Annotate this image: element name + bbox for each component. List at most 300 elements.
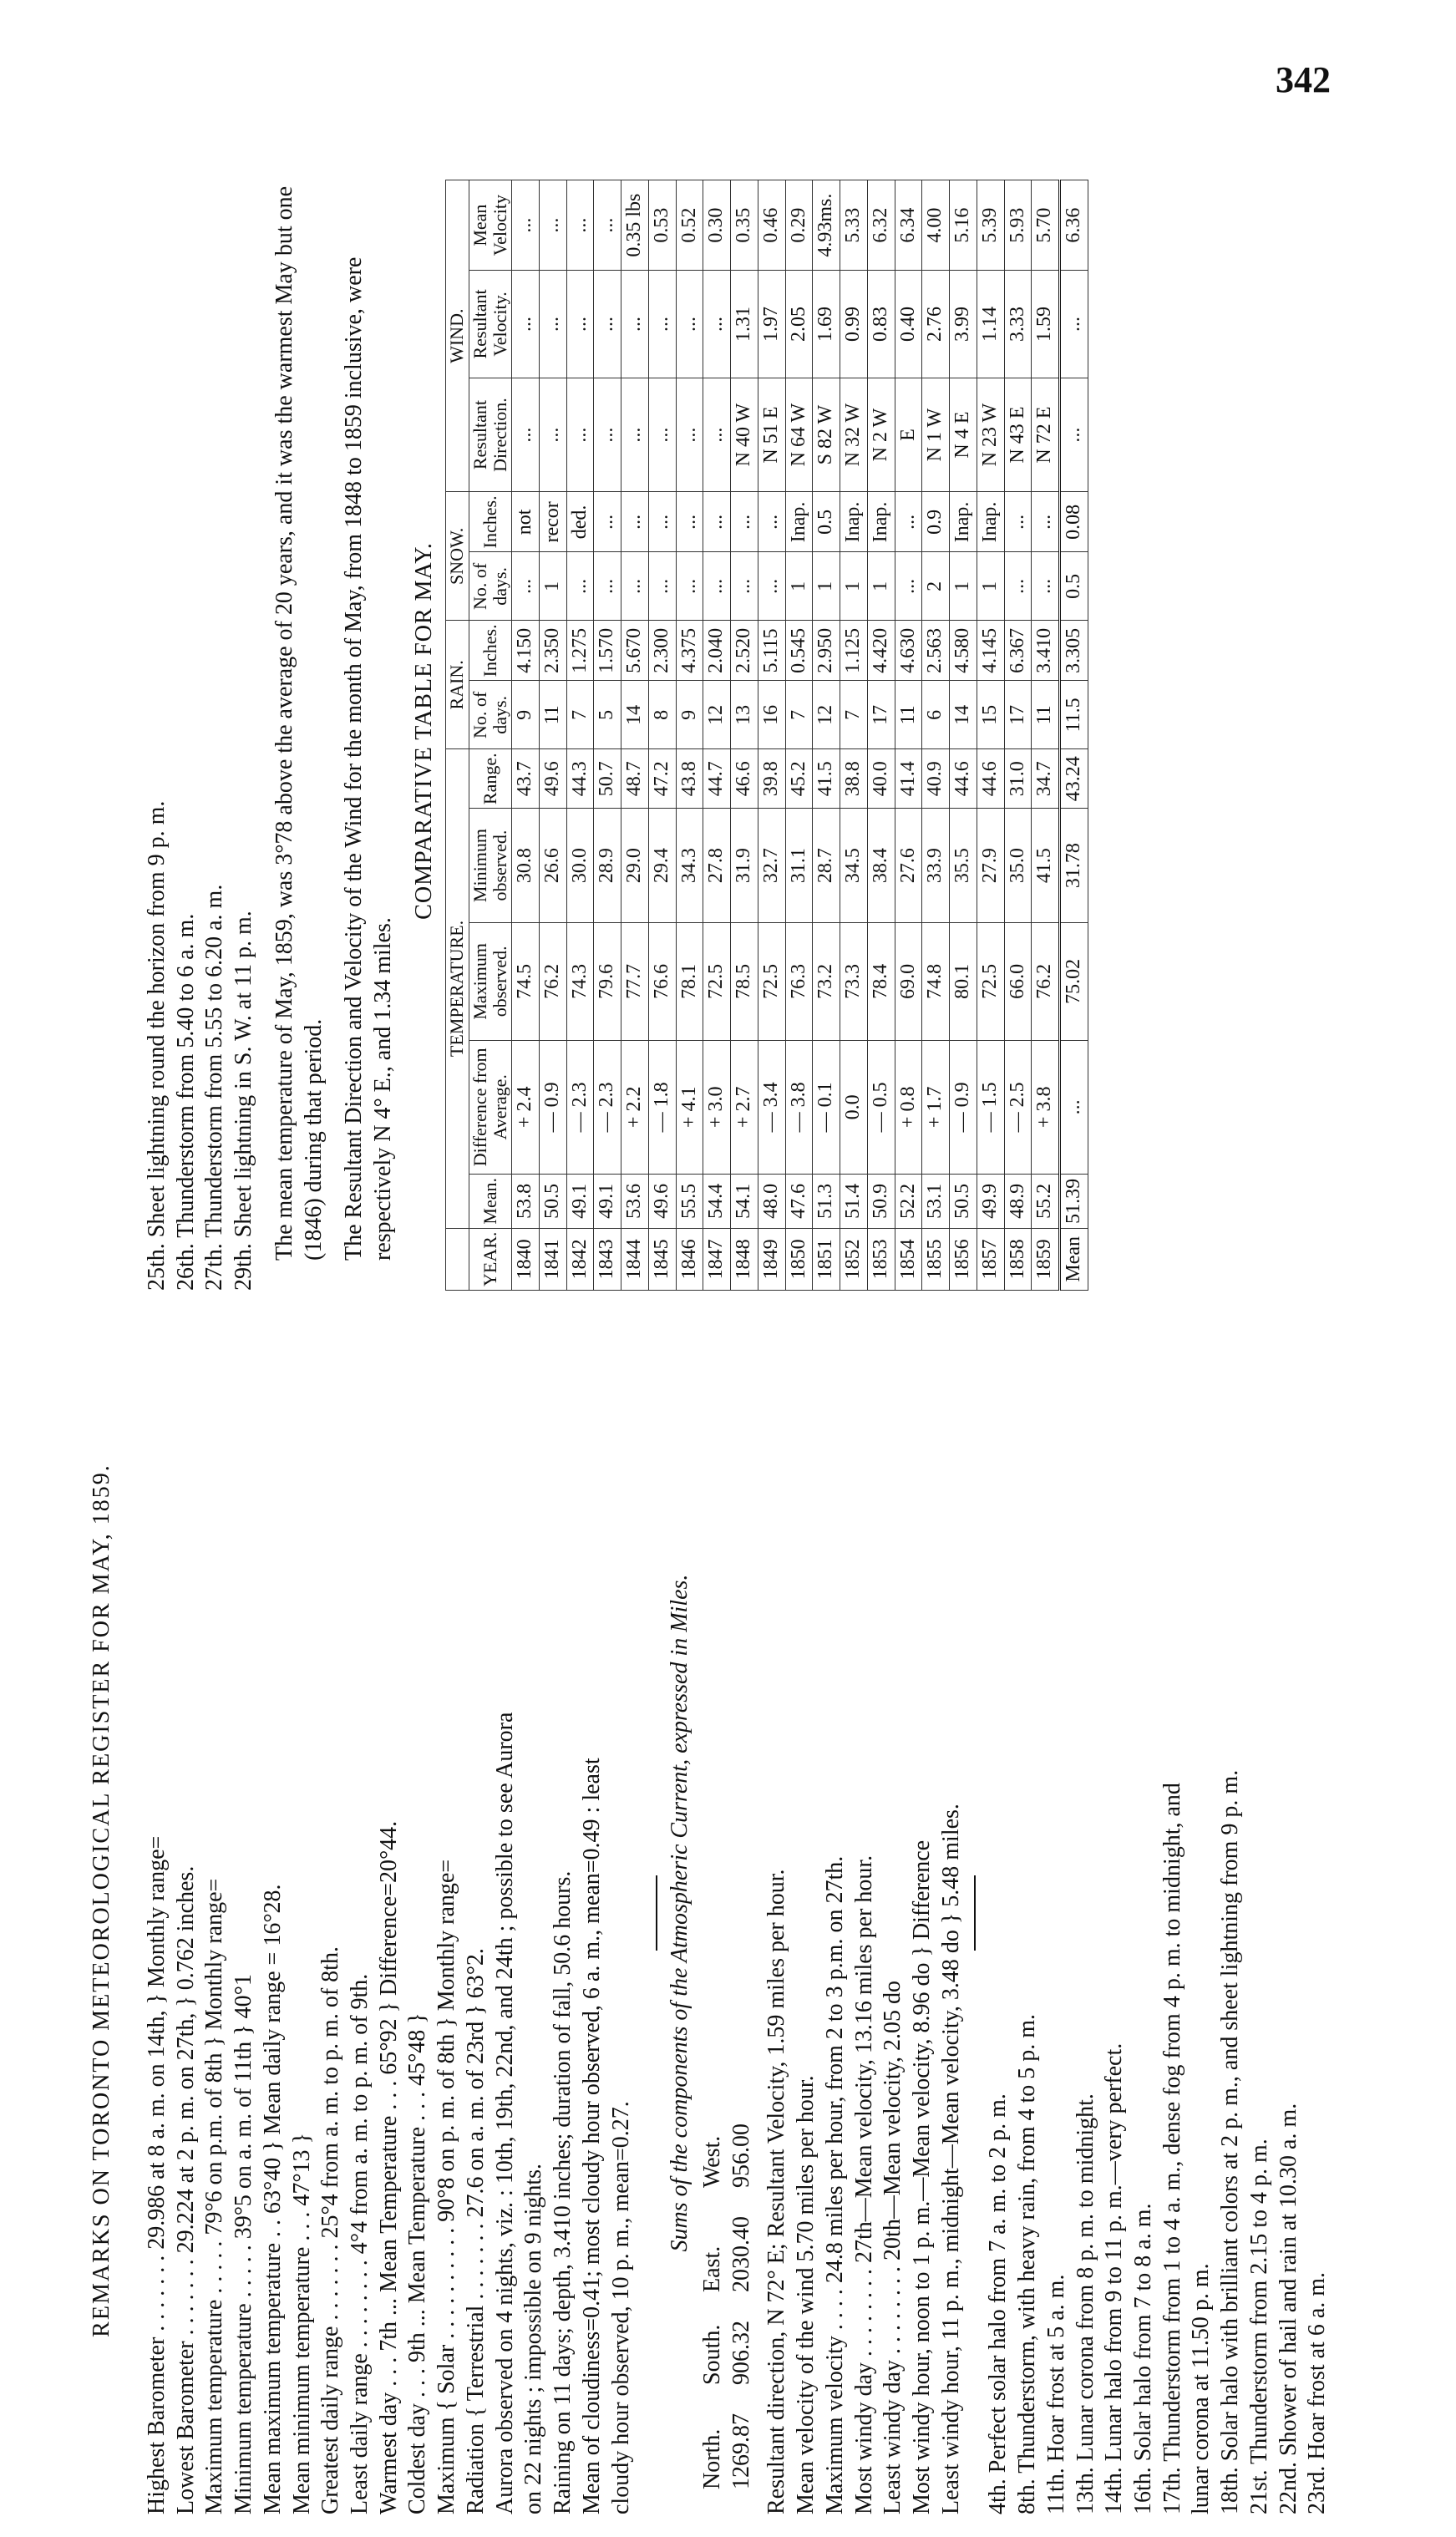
table-cell: 43.7 [512, 749, 540, 809]
event-line: 14th. Lunar halo from 9 to 11 p. m.—very perfect. [1101, 2042, 1128, 2514]
table-row [594, 180, 621, 1291]
table-cell: 0.5 [813, 492, 840, 552]
table-cell: N 23 W [977, 378, 1004, 492]
table-cell: ... [539, 378, 566, 492]
table-cell: 53.1 [922, 1175, 950, 1229]
table-cell: 5.70 [1032, 180, 1060, 271]
sums-value-cell: 1269.87 [728, 2413, 754, 2489]
comparative-group-header: WIND. [446, 180, 469, 492]
table-cell: N 32 W [840, 378, 868, 492]
comparative-column-header: Inches. [469, 621, 511, 681]
table-cell: 43.24 [1060, 749, 1088, 809]
table-cell: — 0.1 [813, 1040, 840, 1174]
table-cell: 1.69 [813, 271, 840, 378]
register-line: Mean minimum temperature . . . 47°13 } [288, 2133, 315, 2514]
table-cell: 14 [621, 681, 649, 749]
table-row [785, 180, 813, 1291]
comparative-column-header: Mean. [469, 1175, 511, 1229]
table-cell: Inap. [867, 492, 895, 552]
table-cell: 31.78 [1060, 809, 1088, 923]
table-cell: 1850 [785, 1228, 813, 1290]
table-cell: 1.570 [594, 621, 621, 681]
table-cell: + 1.7 [922, 1040, 950, 1174]
table-cell: 1 [867, 552, 895, 621]
table-cell: 4.630 [895, 621, 922, 681]
table-cell: 54.4 [703, 1175, 731, 1229]
table-cell: recor [539, 492, 566, 552]
table-cell: ... [566, 271, 594, 378]
table-cell: 3.410 [1032, 621, 1060, 681]
table-cell: 2.05 [785, 271, 813, 378]
table-cell: ... [895, 552, 922, 621]
table-row [1004, 180, 1032, 1291]
table-cell: 4.150 [512, 621, 540, 681]
table-cell: 27.6 [895, 809, 922, 923]
table-cell: 13 [731, 681, 758, 749]
table-cell: 5.16 [950, 180, 977, 271]
table-cell: 46.6 [731, 749, 758, 809]
wind-line: Least windy hour, 11 p. m., midnight—Mean velocity, 3.48 do } 5.48 miles. [937, 1804, 964, 2514]
table-cell: 51.4 [840, 1175, 868, 1229]
comparative-group-header: SNOW. [446, 492, 469, 621]
register-line: cloudy hour observed, 10 p. m., mean=0.27. [607, 2101, 634, 2514]
table-cell: 1849 [758, 1228, 785, 1290]
table-cell: 74.5 [512, 923, 540, 1041]
table-cell: 1 [977, 552, 1004, 621]
table-cell: 0.08 [1060, 492, 1088, 552]
table-cell: 0.35 [731, 180, 758, 271]
table-cell: 34.5 [840, 809, 868, 923]
register-line: Mean of cloudiness=0.41; most cloudy hour observed, 6 a. m., mean=0.49 : least [578, 1758, 605, 2514]
table-cell: ... [1004, 492, 1032, 552]
table-cell: 72.5 [703, 923, 731, 1041]
table-cell: ... [621, 271, 649, 378]
events-list [984, 1312, 1332, 2514]
wind-line: Mean velocity of the wind 5.70 miles per hour. [793, 2075, 819, 2514]
event-line: 26th. Thunderstorm from 5.40 to 6 a. m. [172, 913, 199, 1291]
table-cell: ... [703, 552, 731, 621]
table-cell: ... [621, 378, 649, 492]
table-cell: 3.33 [1004, 271, 1032, 378]
table-cell: 44.7 [703, 749, 731, 809]
table-cell: 49.6 [539, 749, 566, 809]
table-cell: Inap. [785, 492, 813, 552]
comparative-column-header: Inches. [469, 492, 511, 552]
table-row [566, 180, 594, 1291]
register-summary [143, 1312, 636, 2514]
table-cell: 6.367 [1004, 621, 1032, 681]
register-line: Coldest day . . . 9th ... Mean Temperature . . . 45°48 } [404, 2012, 431, 2514]
table-cell: 38.4 [867, 809, 895, 923]
table-cell: ... [758, 552, 785, 621]
table-cell: ... [594, 271, 621, 378]
register-line: Radiation { Terrestrial . . . . . . . 27.6 on a. m. of 23rd } 63°2. [462, 1948, 489, 2514]
table-cell: 1852 [840, 1228, 868, 1290]
sums-value-cell: 906.32 [728, 2321, 754, 2385]
table-cell: 47.2 [648, 749, 676, 809]
table-cell: 50.7 [594, 749, 621, 809]
table-cell: 1855 [922, 1228, 950, 1290]
table-cell: 1.31 [731, 271, 758, 378]
table-cell: 0.52 [676, 180, 703, 271]
table-row [731, 180, 758, 1291]
table-row [1032, 180, 1060, 1291]
table-cell: 34.3 [676, 809, 703, 923]
event-line: 22nd. Shower of hail and rain at 10.30 a. m. [1275, 2103, 1301, 2514]
table-cell: 2.520 [731, 621, 758, 681]
table-cell: 31.0 [1004, 749, 1032, 809]
table-cell: 2.350 [539, 621, 566, 681]
table-cell: 79.6 [594, 923, 621, 1041]
table-cell: 1840 [512, 1228, 540, 1290]
table-cell: ... [703, 492, 731, 552]
table-cell: 72.5 [758, 923, 785, 1041]
table-cell: ... [895, 492, 922, 552]
table-cell: 0.53 [648, 180, 676, 271]
table-cell: 40.9 [922, 749, 950, 809]
table-cell: 14 [950, 681, 977, 749]
comparative-group-header: RAIN. [446, 621, 469, 749]
table-cell: 0.99 [840, 271, 868, 378]
table-cell: 16 [758, 681, 785, 749]
table-cell: 7 [566, 681, 594, 749]
left-column [143, 1312, 1332, 2514]
table-cell: 32.7 [758, 809, 785, 923]
event-line: 23rd. Hoar frost at 6 a. m. [1304, 2271, 1331, 2514]
table-cell: 1.125 [840, 621, 868, 681]
table-cell: N 72 E [1032, 378, 1060, 492]
table-cell: 1858 [1004, 1228, 1032, 1290]
table-cell: 1847 [703, 1228, 731, 1290]
table-cell: + 4.1 [676, 1040, 703, 1174]
event-line: 27th. Thunderstorm from 5.55 to 6.20 a. m. [201, 884, 228, 1291]
register-line: Aurora observed on 4 nights, viz. : 10th, 19th, 22nd, and 24th ; possible to see Aurora [491, 1712, 518, 2514]
comparative-column-header: Range. [469, 749, 511, 809]
table-cell: 5.33 [840, 180, 868, 271]
table-cell: 75.02 [1060, 923, 1088, 1041]
table-cell: ... [703, 378, 731, 492]
table-cell: 48.0 [758, 1175, 785, 1229]
table-cell: ... [648, 378, 676, 492]
register-line: Highest Barometer . . . . . . . 29.986 at 8 a. m. on 14th, } Monthly range= [144, 1835, 170, 2514]
table-cell: ... [512, 378, 540, 492]
table-cell: — 3.8 [785, 1040, 813, 1174]
table-cell: 1859 [1032, 1228, 1060, 1290]
table-cell: 29.4 [648, 809, 676, 923]
table-cell: 5.93 [1004, 180, 1032, 271]
table-cell: 30.0 [566, 809, 594, 923]
table-cell: 41.5 [813, 749, 840, 809]
sums-heading: Sums of the components of the Atmospheric Current, expressed in Miles. [667, 1574, 693, 2252]
table-cell: 1 [950, 552, 977, 621]
sums-value-row [728, 2095, 757, 2489]
table-row [1060, 180, 1088, 1291]
table-cell: 5 [594, 681, 621, 749]
table-row [621, 180, 649, 1291]
table-cell: 52.2 [895, 1175, 922, 1229]
table-cell: N 2 W [867, 378, 895, 492]
wind-line: Resultant direction, N 72° E; Resultant Velocity, 1.59 miles per hour. [764, 1869, 790, 2514]
wind-line: Most windy hour, noon to 1 p. m.—Mean velocity, 8.96 do } Difference [908, 1839, 935, 2514]
table-cell: 49.1 [566, 1175, 594, 1229]
table-row [512, 180, 540, 1291]
event-line: 8th. Thunderstorm, with heavy rain, from 4 to 5 p. m. [1014, 2013, 1041, 2514]
table-cell: 44.6 [977, 749, 1004, 809]
table-cell: 11 [1032, 681, 1060, 749]
register-line: Minimum temperature . . . . . 39°5 on a. m. of 11th } 40°1 [231, 1974, 257, 2514]
table-cell: 40.0 [867, 749, 895, 809]
table-cell: 4.375 [676, 621, 703, 681]
table-cell: 12 [703, 681, 731, 749]
table-cell: ... [512, 180, 540, 271]
table-row [895, 180, 922, 1291]
table-cell: 1856 [950, 1228, 977, 1290]
table-cell: ... [676, 378, 703, 492]
table-cell: 9 [676, 681, 703, 749]
event-line: 21st. Thunderstorm from 2.15 to 4 p. m. [1245, 2139, 1272, 2514]
table-cell: 1.97 [758, 271, 785, 378]
sums-value-cell: 2030.40 [728, 2216, 754, 2292]
table-cell: 2.950 [813, 621, 840, 681]
table-cell: 43.8 [676, 749, 703, 809]
table-cell: 3.99 [950, 271, 977, 378]
table-cell: 49.1 [594, 1175, 621, 1229]
table-cell: 6.36 [1060, 180, 1088, 271]
table-cell: 66.0 [1004, 923, 1032, 1041]
table-cell: 47.6 [785, 1175, 813, 1229]
table-cell: 11.5 [1060, 681, 1088, 749]
wind-line: Maximum velocity . . . . 24.8 miles per hour, from 2 to 3 p.m. on 27th. [821, 1855, 848, 2514]
table-cell: ... [1060, 378, 1088, 492]
table-cell: 73.3 [840, 923, 868, 1041]
table-cell: + 2.2 [621, 1040, 649, 1174]
register-line: Greatest daily range . . . . . . . 25°4 from a. m. to p. m. of 8th. [317, 1946, 344, 2514]
table-cell: 44.6 [950, 749, 977, 809]
table-cell: N 1 W [922, 378, 950, 492]
table-cell: 1848 [731, 1228, 758, 1290]
table-cell: 4.145 [977, 621, 1004, 681]
table-cell: ded. [566, 492, 594, 552]
table-cell: N 4 E [950, 378, 977, 492]
table-cell: 0.40 [895, 271, 922, 378]
table-cell: 1.14 [977, 271, 1004, 378]
table-cell: 4.93ms. [813, 180, 840, 271]
table-cell: — 1.5 [977, 1040, 1004, 1174]
table-cell: 0.545 [785, 621, 813, 681]
right-column [143, 171, 1088, 1291]
sums-header-cell: North. [698, 2428, 725, 2489]
table-cell: + 3.8 [1032, 1040, 1060, 1174]
table-cell: ... [621, 552, 649, 621]
table-cell: 0.5 [1060, 552, 1088, 621]
table-cell: 45.2 [785, 749, 813, 809]
comparative-group-header [446, 1228, 469, 1290]
table-cell: 17 [1004, 681, 1032, 749]
table-cell: 2 [922, 552, 950, 621]
table-cell: 78.1 [676, 923, 703, 1041]
table-cell: 7 [840, 681, 868, 749]
table-cell: 3.305 [1060, 621, 1088, 681]
event-line: 29th. Sheet lightning in S. W. at 11 p. m. [231, 911, 257, 1291]
resultant-wind-note: The Resultant Direction and Velocity of the Wind for the month of May, from 1848 to 1859 inclusive, were respectively N 4° E., and 1.34 miles. [341, 256, 397, 1261]
table-cell: 2.040 [703, 621, 731, 681]
table-cell: 77.7 [621, 923, 649, 1041]
table-cell: 28.9 [594, 809, 621, 923]
table-cell: 48.9 [1004, 1175, 1032, 1229]
table-cell: ... [648, 271, 676, 378]
table-cell: 4.420 [867, 621, 895, 681]
table-cell: ... [648, 492, 676, 552]
event-line: lunar corona at 11.50 p. m. [1188, 2263, 1215, 2514]
table-cell: 39.8 [758, 749, 785, 809]
table-cell: ... [512, 552, 540, 621]
table-cell: 41.5 [1032, 809, 1060, 923]
table-cell: ... [676, 271, 703, 378]
table-cell: 44.3 [566, 749, 594, 809]
comparative-column-header: No. of days. [469, 681, 511, 749]
table-cell: ... [566, 180, 594, 271]
table-cell: 2.76 [922, 271, 950, 378]
table-cell: 4.00 [922, 180, 950, 271]
table-row [648, 180, 676, 1291]
table-cell: 50.5 [539, 1175, 566, 1229]
table-row [758, 180, 785, 1291]
sums-header-cell: West. [698, 2135, 725, 2188]
table-cell: ... [1060, 271, 1088, 378]
register-line: Lowest Barometer . . . . . . . 29.224 at 2 p. m. on 27th, } 0.762 inches. [172, 1865, 199, 2514]
wind-line: Least windy day . . . . . . . . 20th—Mean velocity, 2.05 do [880, 1981, 906, 2514]
table-cell: S 82 W [813, 378, 840, 492]
table-cell: + 0.8 [895, 1040, 922, 1174]
table-cell: 31.9 [731, 809, 758, 923]
event-line: 4th. Perfect solar halo from 7 a. m. to 2 p. m. [985, 2093, 1012, 2514]
sums-value-cell: 956.00 [728, 2123, 754, 2188]
table-cell: 1 [840, 552, 868, 621]
table-cell: 1844 [621, 1228, 649, 1290]
table-cell: ... [594, 378, 621, 492]
table-cell: ... [539, 180, 566, 271]
table-cell: 1854 [895, 1228, 922, 1290]
comparative-group-header: TEMPERATURE. [446, 749, 469, 1228]
table-cell: 4.580 [950, 621, 977, 681]
table-cell: 76.6 [648, 923, 676, 1041]
divider [656, 1875, 657, 1951]
table-cell: 1843 [594, 1228, 621, 1290]
table-cell: ... [566, 378, 594, 492]
table-row [703, 180, 731, 1291]
comparative-column-header: Mean Velocity [469, 180, 511, 271]
table-cell: 29.0 [621, 809, 649, 923]
table-cell: 34.7 [1032, 749, 1060, 809]
table-cell: 11 [539, 681, 566, 749]
mean-temperature-note: The mean temperature of May, 1859, was 3°78 above the average of 20 years, and it was the warmest May but one (1846) during that period. [271, 185, 327, 1261]
table-cell: 31.1 [785, 809, 813, 923]
table-cell: 76.3 [785, 923, 813, 1041]
table-cell: 0.9 [922, 492, 950, 552]
register-line: Mean maximum temperature . . 63°40 } Mean daily range = 16°28. [259, 1884, 286, 2514]
table-row [539, 180, 566, 1291]
table-cell: 51.39 [1060, 1175, 1088, 1229]
table-cell: 1853 [867, 1228, 895, 1290]
table-cell: — 0.9 [539, 1040, 566, 1174]
table-cell: 6.34 [895, 180, 922, 271]
table-cell: 35.5 [950, 809, 977, 923]
table-cell: 0.46 [758, 180, 785, 271]
table-cell: 6.32 [867, 180, 895, 271]
table-cell: — 1.8 [648, 1040, 676, 1174]
late-events-list [143, 171, 259, 1291]
table-cell: + 2.4 [512, 1040, 540, 1174]
table-cell: 41.4 [895, 749, 922, 809]
table-cell: ... [758, 492, 785, 552]
table-cell: ... [539, 271, 566, 378]
table-row [813, 180, 840, 1291]
table-cell: 1851 [813, 1228, 840, 1290]
table-cell: — 2.3 [566, 1040, 594, 1174]
table-cell: 2.300 [648, 621, 676, 681]
table-cell: 69.0 [895, 923, 922, 1041]
table-cell: 2.563 [922, 621, 950, 681]
table-cell: 55.2 [1032, 1175, 1060, 1229]
table-cell: 49.9 [977, 1175, 1004, 1229]
table-cell: 1857 [977, 1228, 1004, 1290]
sums-header-cell: South. [698, 2324, 725, 2385]
table-cell: 5.670 [621, 621, 649, 681]
table-cell: — 0.9 [950, 1040, 977, 1174]
table-cell: Inap. [840, 492, 868, 552]
table-cell: 76.2 [1032, 923, 1060, 1041]
comparative-table-title: COMPARATIVE TABLE FOR MAY. [410, 542, 437, 920]
table-cell: 0.35 lbs [621, 180, 649, 271]
table-cell: 15 [977, 681, 1004, 749]
table-cell: 48.7 [621, 749, 649, 809]
table-cell: 1 [539, 552, 566, 621]
table-row [922, 180, 950, 1291]
table-cell: — 0.5 [867, 1040, 895, 1174]
table-cell: 53.8 [512, 1175, 540, 1229]
table-cell: 1842 [566, 1228, 594, 1290]
table-cell: ... [1060, 1040, 1088, 1174]
table-cell: 6 [922, 681, 950, 749]
table-cell: ... [594, 492, 621, 552]
table-cell: 76.2 [539, 923, 566, 1041]
table-cell: 1 [813, 552, 840, 621]
table-cell: 5.39 [977, 180, 1004, 271]
event-line: 16th. Solar halo from 7 to 8 a. m. [1130, 2203, 1156, 2514]
table-cell: 17 [867, 681, 895, 749]
table-cell: 5.115 [758, 621, 785, 681]
table-cell: ... [731, 492, 758, 552]
register-line: Maximum temperature . . . . . 79°6 on p.m. of 8th } Monthly range= [201, 1878, 228, 2514]
table-cell: N 64 W [785, 378, 813, 492]
table-cell: Mean [1060, 1228, 1088, 1290]
table-cell: — 2.3 [594, 1040, 621, 1174]
table-cell: 1846 [676, 1228, 703, 1290]
register-line: Least daily range . . . . . . . . 4°4 from a. m. to p. m. of 9th. [347, 1973, 373, 2514]
table-cell: 1.275 [566, 621, 594, 681]
page-title: REMARKS ON TORONTO METEOROLOGICAL REGISTER FOR MAY, 1859. [89, 1464, 114, 2337]
table-cell: ... [594, 180, 621, 271]
comparative-group-header-row [446, 180, 469, 1291]
table-cell: 49.6 [648, 1175, 676, 1229]
table-cell: 27.9 [977, 809, 1004, 923]
table-cell: not [512, 492, 540, 552]
table-cell: ... [621, 492, 649, 552]
event-line: 13th. Lunar corona from 8 p. m. to midnight. [1072, 2093, 1098, 2514]
table-cell: 78.5 [731, 923, 758, 1041]
table-row [840, 180, 868, 1291]
comparative-column-header: Difference from Average. [469, 1040, 511, 1174]
